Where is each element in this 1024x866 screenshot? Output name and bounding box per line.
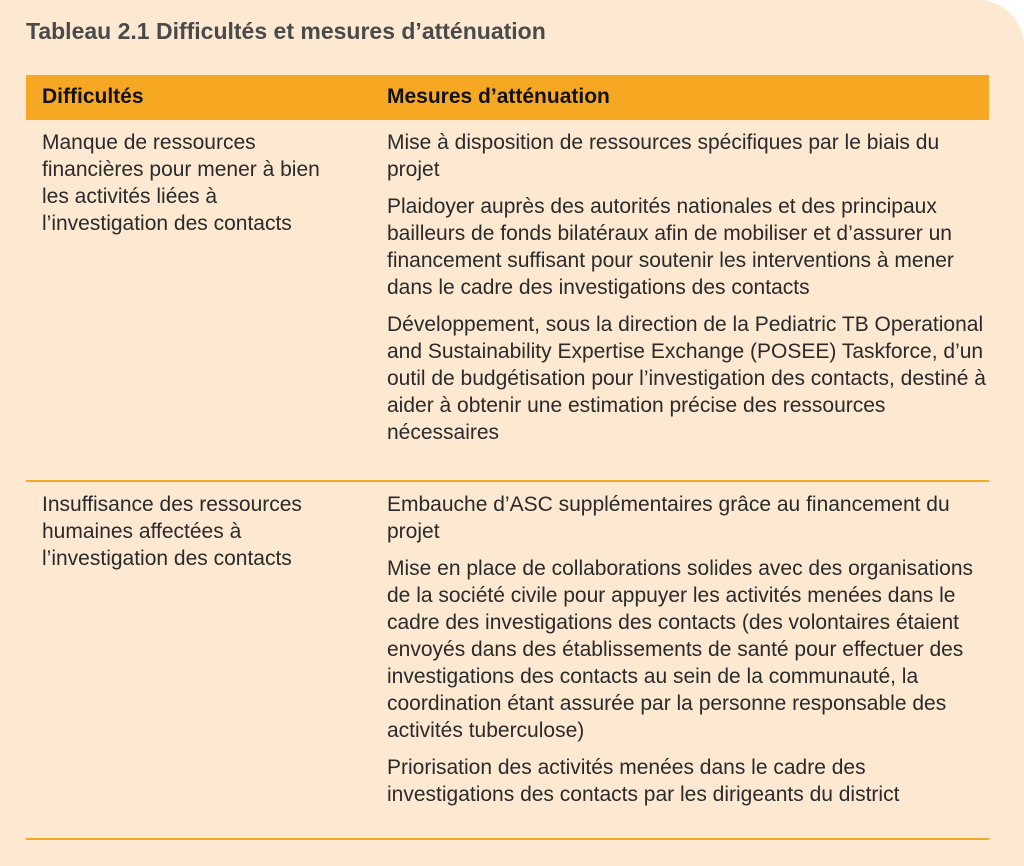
measures-cell xyxy=(387,491,987,808)
measure-item: Mise en place de collaborations solides avec des organisations de la société civile pour appuyer les activités menées dans le cadre des investigations des contacts (des volontaires étaient envoyés dans des établissements de santé pour effectuer des investigations des contacts au sein de la communauté, la coordination étant assurée par la personne responsable des activités tuberculose) xyxy=(387,557,974,742)
header-difficulties: Difficultés xyxy=(42,85,144,108)
measure-item: Développement, sous la direction de la Pediatric TB Operational and Sustainability Expertise Exchange (POSEE) Taskforce, d’un outil de budgétisation pour l’investigation des contacts, destiné à aider à obtenir une estimation précise des ressources nécessaires xyxy=(387,313,986,444)
table-row xyxy=(26,482,989,840)
difficulty-cell: Insuffisance des ressources humaines affectées à l’investigation des contacts xyxy=(42,493,302,570)
measure-item: Priorisation des activités menées dans le cadre des investigations des contacts par les dirigeants du district xyxy=(387,756,900,806)
header-mitigation-measures: Mesures d’atténuation xyxy=(387,85,610,108)
measures-cell xyxy=(387,129,987,446)
measure-item: Mise à disposition de ressources spécifiques par le biais du projet xyxy=(387,131,940,181)
table-title: Tableau 2.1 Difficultés et mesures d’atténuation xyxy=(26,18,546,44)
measure-item: Plaidoyer auprès des autorités nationales et des principaux bailleurs de fonds bilatéraux afin de mobiliser et d’assurer un financement suffisant pour soutenir les interventions à mener dans le cadre des investigations des contacts xyxy=(387,195,954,299)
difficulty-cell: Manque de ressources financières pour mener à bien les activités liées à l’investigation des contacts xyxy=(42,131,320,235)
table-row xyxy=(26,120,989,482)
mitigation-table xyxy=(26,75,989,840)
table-header-row xyxy=(26,75,989,120)
measure-item: Embauche d’ASC supplémentaires grâce au financement du projet xyxy=(387,493,950,543)
